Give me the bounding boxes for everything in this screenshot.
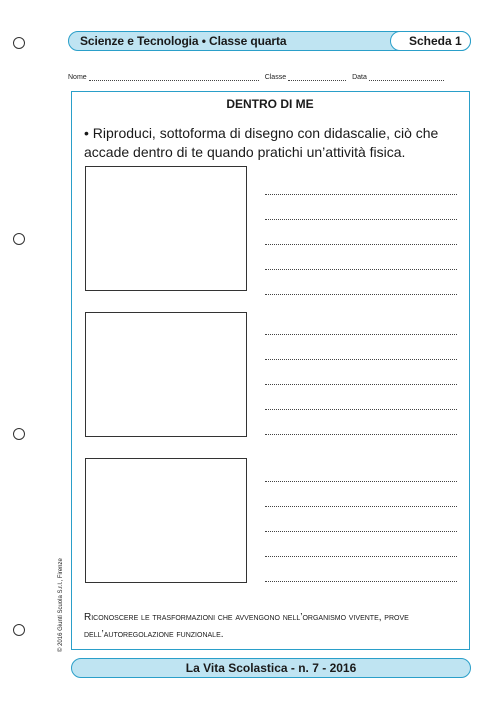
caption-line[interactable] <box>265 244 457 245</box>
caption-line[interactable] <box>265 409 457 410</box>
class-field[interactable] <box>288 72 346 81</box>
name-field[interactable] <box>89 72 259 81</box>
caption-line[interactable] <box>265 531 457 532</box>
caption-line[interactable] <box>265 581 457 582</box>
student-fields <box>68 67 471 81</box>
caption-line[interactable] <box>265 334 457 335</box>
caption-line[interactable] <box>265 294 457 295</box>
learning-objective: Riconoscere le trasformazioni che avvengono nell’organismo vivente, prove dell’autoregolazione funzionale. <box>84 612 409 640</box>
caption-line[interactable] <box>265 219 457 220</box>
name-label: Nome <box>68 74 87 81</box>
drawing-box-3[interactable] <box>85 458 247 583</box>
binder-hole-2 <box>13 233 25 245</box>
caption-line[interactable] <box>265 434 457 435</box>
binder-hole-3 <box>13 428 25 440</box>
caption-line[interactable] <box>265 269 457 270</box>
date-label: Data <box>352 74 367 81</box>
subject-title: Scienze e Tecnologia • Classe quarta <box>80 34 287 48</box>
binder-hole-1 <box>13 37 25 49</box>
worksheet-title: DENTRO DI ME <box>226 97 314 111</box>
drawing-box-1[interactable] <box>85 166 247 291</box>
caption-line[interactable] <box>265 481 457 482</box>
caption-line[interactable] <box>265 506 457 507</box>
sheet-number: Scheda 1 <box>409 34 462 48</box>
publication-footer: La Vita Scolastica - n. 7 - 2016 <box>185 661 357 675</box>
copyright-notice: © 2016 Giunti Scuola S.r.l., Firenze <box>58 558 64 652</box>
caption-line[interactable] <box>265 556 457 557</box>
date-field[interactable] <box>369 72 444 81</box>
drawing-box-2[interactable] <box>85 312 247 437</box>
caption-line[interactable] <box>265 384 457 385</box>
class-label: Classe <box>264 74 287 81</box>
instruction-text: • Riproduci, sottoforma di disegno con didascalie, ciò che accade dentro di te quando pratichi un’attività fisica. <box>84 125 439 160</box>
binder-hole-4 <box>13 624 25 636</box>
caption-line[interactable] <box>265 359 457 360</box>
caption-line[interactable] <box>265 194 457 195</box>
